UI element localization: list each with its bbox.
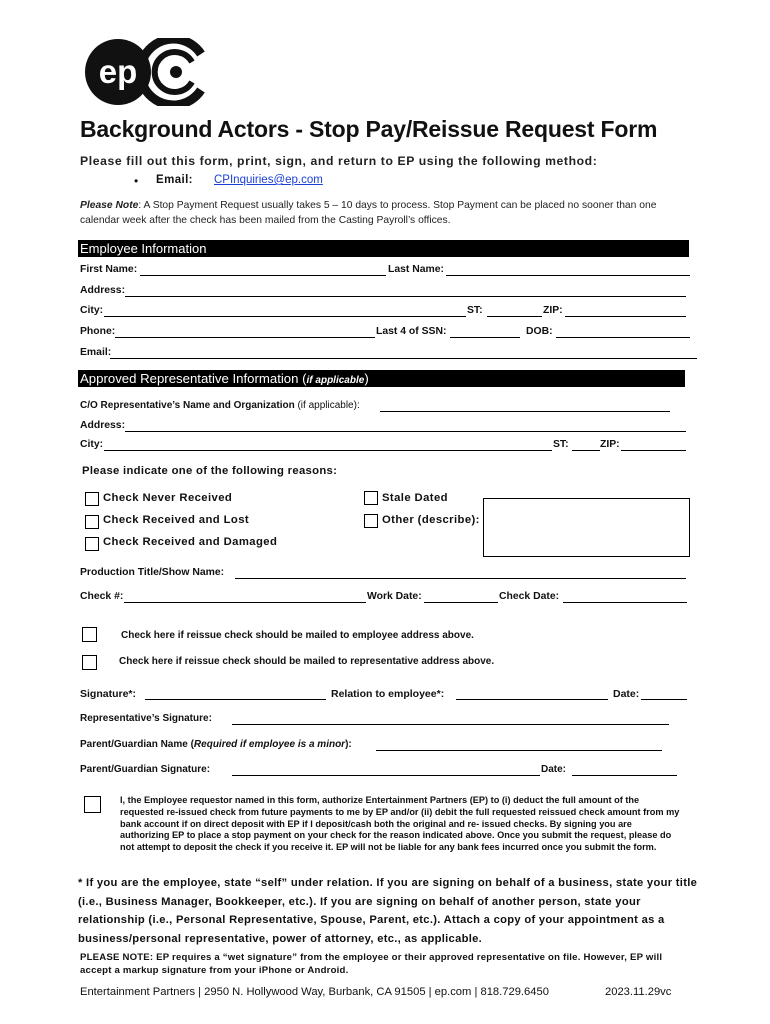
email-link[interactable]: CPInquiries@ep.com [214,174,323,186]
authorization-checkbox[interactable] [84,796,101,813]
page-title: Background Actors - Stop Pay/Reissue Request Form [80,116,658,142]
address-field[interactable] [125,296,686,297]
mail-employee-label: Check here if reissue check should be mailed to employee address above. [121,630,474,641]
check-number-label: Check #: [80,591,124,602]
stale-dated-checkbox[interactable] [364,491,378,505]
guardian-name-text: Parent/Guardian Name ( [80,739,194,750]
st-field[interactable] [487,316,542,317]
work-date-field[interactable] [424,602,498,603]
processing-note [80,199,690,228]
date-field[interactable] [641,699,687,700]
footer-version: 2023.11.29vc [605,986,672,998]
check-date-field[interactable] [563,602,687,603]
work-date-label: Work Date: [367,591,422,602]
rep-city-field[interactable] [104,450,552,451]
first-name-label: First Name: [80,264,138,275]
co-rep-close: ): [353,400,360,411]
guardian-name-required: Required if employee is a minor [193,739,346,750]
phone-label: Phone: [80,326,116,337]
guardian-date-label: Date: [541,764,567,775]
rep-header-applicable: if applicable [306,375,365,386]
ssn-label: Last 4 of SSN: [376,326,447,337]
rep-zip-label: ZIP: [600,439,620,450]
rep-address-label: Address: [80,420,126,431]
mail-representative-label: Check here if reissue check should be mailed to representative address above. [119,656,495,667]
employee-section-header: Employee Information [78,240,689,257]
rep-signature-label: Representative’s Signature: [80,713,212,724]
last-name-label: Last Name: [388,264,445,275]
st-label: ST: [467,305,483,316]
ep-logo [84,38,210,106]
ssn-field[interactable] [450,337,520,338]
instructions: Please fill out this form, print, sign, and return to EP using the following method: [80,154,598,168]
rep-header-close: ) [364,371,369,386]
date-label: Date: [613,688,640,700]
please-note [80,951,690,977]
guardian-date-field[interactable] [572,775,677,776]
address-label: Address: [80,285,126,296]
check-number-field[interactable] [124,602,366,603]
co-representative-label [80,400,360,411]
rep-header-text: Approved Representative Information ( [80,371,307,386]
rep-city-label: City: [80,439,104,450]
logo-text: ep [98,53,138,90]
guardian-signature-field[interactable] [232,775,540,776]
rep-signature-field[interactable] [232,724,669,725]
bullet: • [134,174,139,188]
zip-field[interactable] [565,316,686,317]
co-rep-applicable: (if applicable [297,400,354,411]
first-name-field[interactable] [140,275,386,276]
phone-field[interactable] [115,337,375,338]
guardian-name-close: ): [345,739,352,750]
footer-address: Entertainment Partners | 2950 N. Hollywood Way, Burbank, CA 91505 | ep.com | 818.729.6450 [80,986,549,998]
rep-st-label: ST: [553,439,569,450]
last-name-field[interactable] [446,275,690,276]
note-text: : A Stop Payment Request usually takes 5 – 10 days to process. Stop Payment can be placed no sooner than one calendar week after the check has been mailed from the Casting Payroll’s offices. [80,200,657,226]
relation-label: Relation to employee*: [331,688,445,700]
reasons-prompt: Please indicate one of the following reasons: [82,465,338,477]
city-field[interactable] [104,316,466,317]
please-note-label: PLEASE NOTE: [80,952,154,963]
rep-st-field[interactable] [572,450,600,451]
city-label: City: [80,305,104,316]
note-prefix: Please Note [80,200,139,211]
rep-zip-field[interactable] [621,450,686,451]
never-received-label: Check Never Received [103,492,233,504]
email-method-label: Email: [156,174,193,186]
never-received-checkbox[interactable] [85,492,99,506]
co-rep-text: C/O Representative’s Name and Organization [80,400,295,411]
stale-dated-label: Stale Dated [382,492,448,504]
received-lost-label: Check Received and Lost [103,514,250,526]
other-checkbox[interactable] [364,514,378,528]
other-description-box[interactable] [483,498,690,557]
please-note-text: EP requires a “wet signature” from the employee or their approved representative on file. However, EP will accept a markup signature from your iPhone or Android. [80,952,663,976]
received-damaged-label: Check Received and Damaged [103,536,278,548]
authorization-text: I, the Employee requestor named in this form, authorize Entertainment Partners (EP) to (i) deduct the full amount of the requested re-issued check from future payments to me by EP and/or (ii) debit the full requested reissued check amount from my bank account if on direct deposit with EP if I deposit/cash both the original and re- issued checks. By signing you are authorizing EP to place a stop payment on your check for the reason indicated above. Once you submit the request, please do not attempt to deposit the check if you receive it. EP will not be liable for any bank fees incurred once you submit the form. [120,795,680,853]
representative-section-header [78,370,685,387]
other-label: Other (describe): [382,514,480,526]
rep-address-field[interactable] [125,431,686,432]
received-lost-checkbox[interactable] [85,515,99,529]
co-representative-field[interactable] [380,411,670,412]
signature-label: Signature*: [80,688,137,700]
received-damaged-checkbox[interactable] [85,537,99,551]
asterisk-note: * If you are the employee, state “self” under relation. If you are signing on behalf of a business, state your title (i.e., Business Manager, Bookkeeper, etc.). If you are signing on behalf of another person, state your relationship (i.e., Personal Representative, Spouse, Parent, etc.). Attach a copy of your appointment as a business/personal representative, power of attorney, etc., as applicable. [78,877,698,945]
relation-field[interactable] [456,699,608,700]
email-field[interactable] [110,358,697,359]
mail-representative-checkbox[interactable] [82,655,97,670]
guardian-name-field[interactable] [376,750,662,751]
production-title-field[interactable] [235,578,686,579]
dob-label: DOB: [526,326,553,337]
mail-employee-checkbox[interactable] [82,627,97,642]
guardian-signature-label: Parent/Guardian Signature: [80,764,211,775]
dob-field[interactable] [556,337,690,338]
email-label: Email: [80,347,112,358]
production-title-label: Production Title/Show Name: [80,567,225,578]
zip-label: ZIP: [543,305,563,316]
signature-field[interactable] [145,699,326,700]
check-date-label: Check Date: [499,591,560,602]
guardian-name-label [80,739,352,750]
